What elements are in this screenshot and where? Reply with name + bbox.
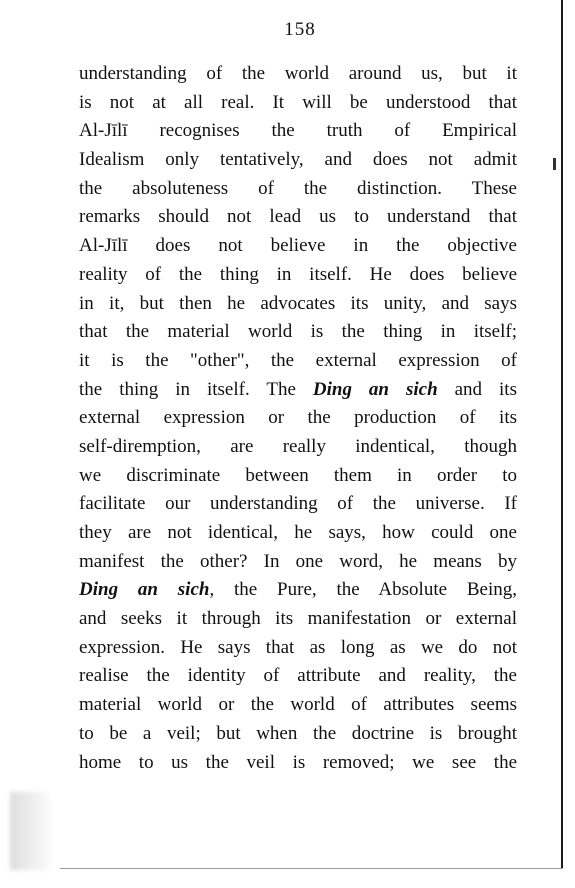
text-line [79,376,517,405]
text-segment: material world or the world of attributes seems [79,694,517,716]
text-segment: facilitate our understanding of the universe. If [79,493,517,515]
italic-phrase: Ding an sich [79,579,210,601]
page-bottom-edge [60,868,563,869]
text-segment: the absoluteness of the distinction. These [79,177,517,199]
text-line [79,462,517,491]
text-line [79,433,517,462]
text-line [79,548,517,577]
text-segment: expression. He says that as long as we do not [79,636,517,658]
text-segment: it is the "other", the external expression of [79,349,517,371]
text-segment: home to us the veil is removed; we see the [79,751,517,773]
margin-mark [553,158,556,170]
text-segment: they are not identical, he says, how could one [79,522,517,543]
text-line [79,347,517,376]
text-segment: Idealism only tentatively, and does not admit [79,149,517,171]
text-line [79,519,517,548]
text-line [79,662,517,691]
text-segment: Al-Jīlī recognises the truth of Empirical [79,120,517,142]
text-line [79,720,517,749]
text-segment: self-diremption, are really indentical, though [79,435,517,457]
text-line [79,261,517,290]
text-line [79,232,517,261]
scan-smudge [10,792,50,870]
text-line [79,318,517,347]
text-segment: Al-Jīlī does not believe in the objective [79,235,517,257]
text-segment: the thing in itself. The [79,378,313,400]
text-segment: we discriminate between them in order to [79,464,517,486]
text-line [79,605,517,634]
text-line [79,490,517,519]
text-segment: remarks should not lead us to understand that [79,206,517,228]
text-segment: in it, but then he advocates its unity, and says [79,292,517,314]
text-segment: and its [437,378,517,400]
text-line [79,117,517,146]
text-line [79,290,517,319]
text-line [79,634,517,663]
text-line [79,404,517,433]
text-line [79,175,517,204]
text-segment: understanding of the world around us, but it [79,63,517,84]
italic-phrase: Ding an sich [312,378,438,400]
text-line [79,203,517,232]
page-number: 158 [284,19,316,40]
text-line [79,146,517,175]
text-segment: to be a veil; but when the doctrine is brought [79,722,517,744]
text-line [79,89,517,118]
text-line [79,576,517,605]
text-line [79,749,517,778]
text-segment: external expression or the production of its [79,407,517,429]
text-segment: , the Pure, the Absolute Being, [209,579,517,601]
text-segment: and seeks it through its manifestation or external [79,608,517,630]
text-segment: that the material world is the thing in itself; [79,321,517,343]
text-segment: is not at all real. It will be understood that [79,91,517,113]
text-segment: realise the identity of attribute and reality, the [79,665,517,687]
text-line [79,60,517,89]
page-edge-rule [561,0,563,868]
body-text [79,60,517,777]
text-segment: reality of the thing in itself. He does believe [79,263,517,285]
text-segment: manifest the other? In one word, he means by [79,550,517,572]
text-line [79,691,517,720]
